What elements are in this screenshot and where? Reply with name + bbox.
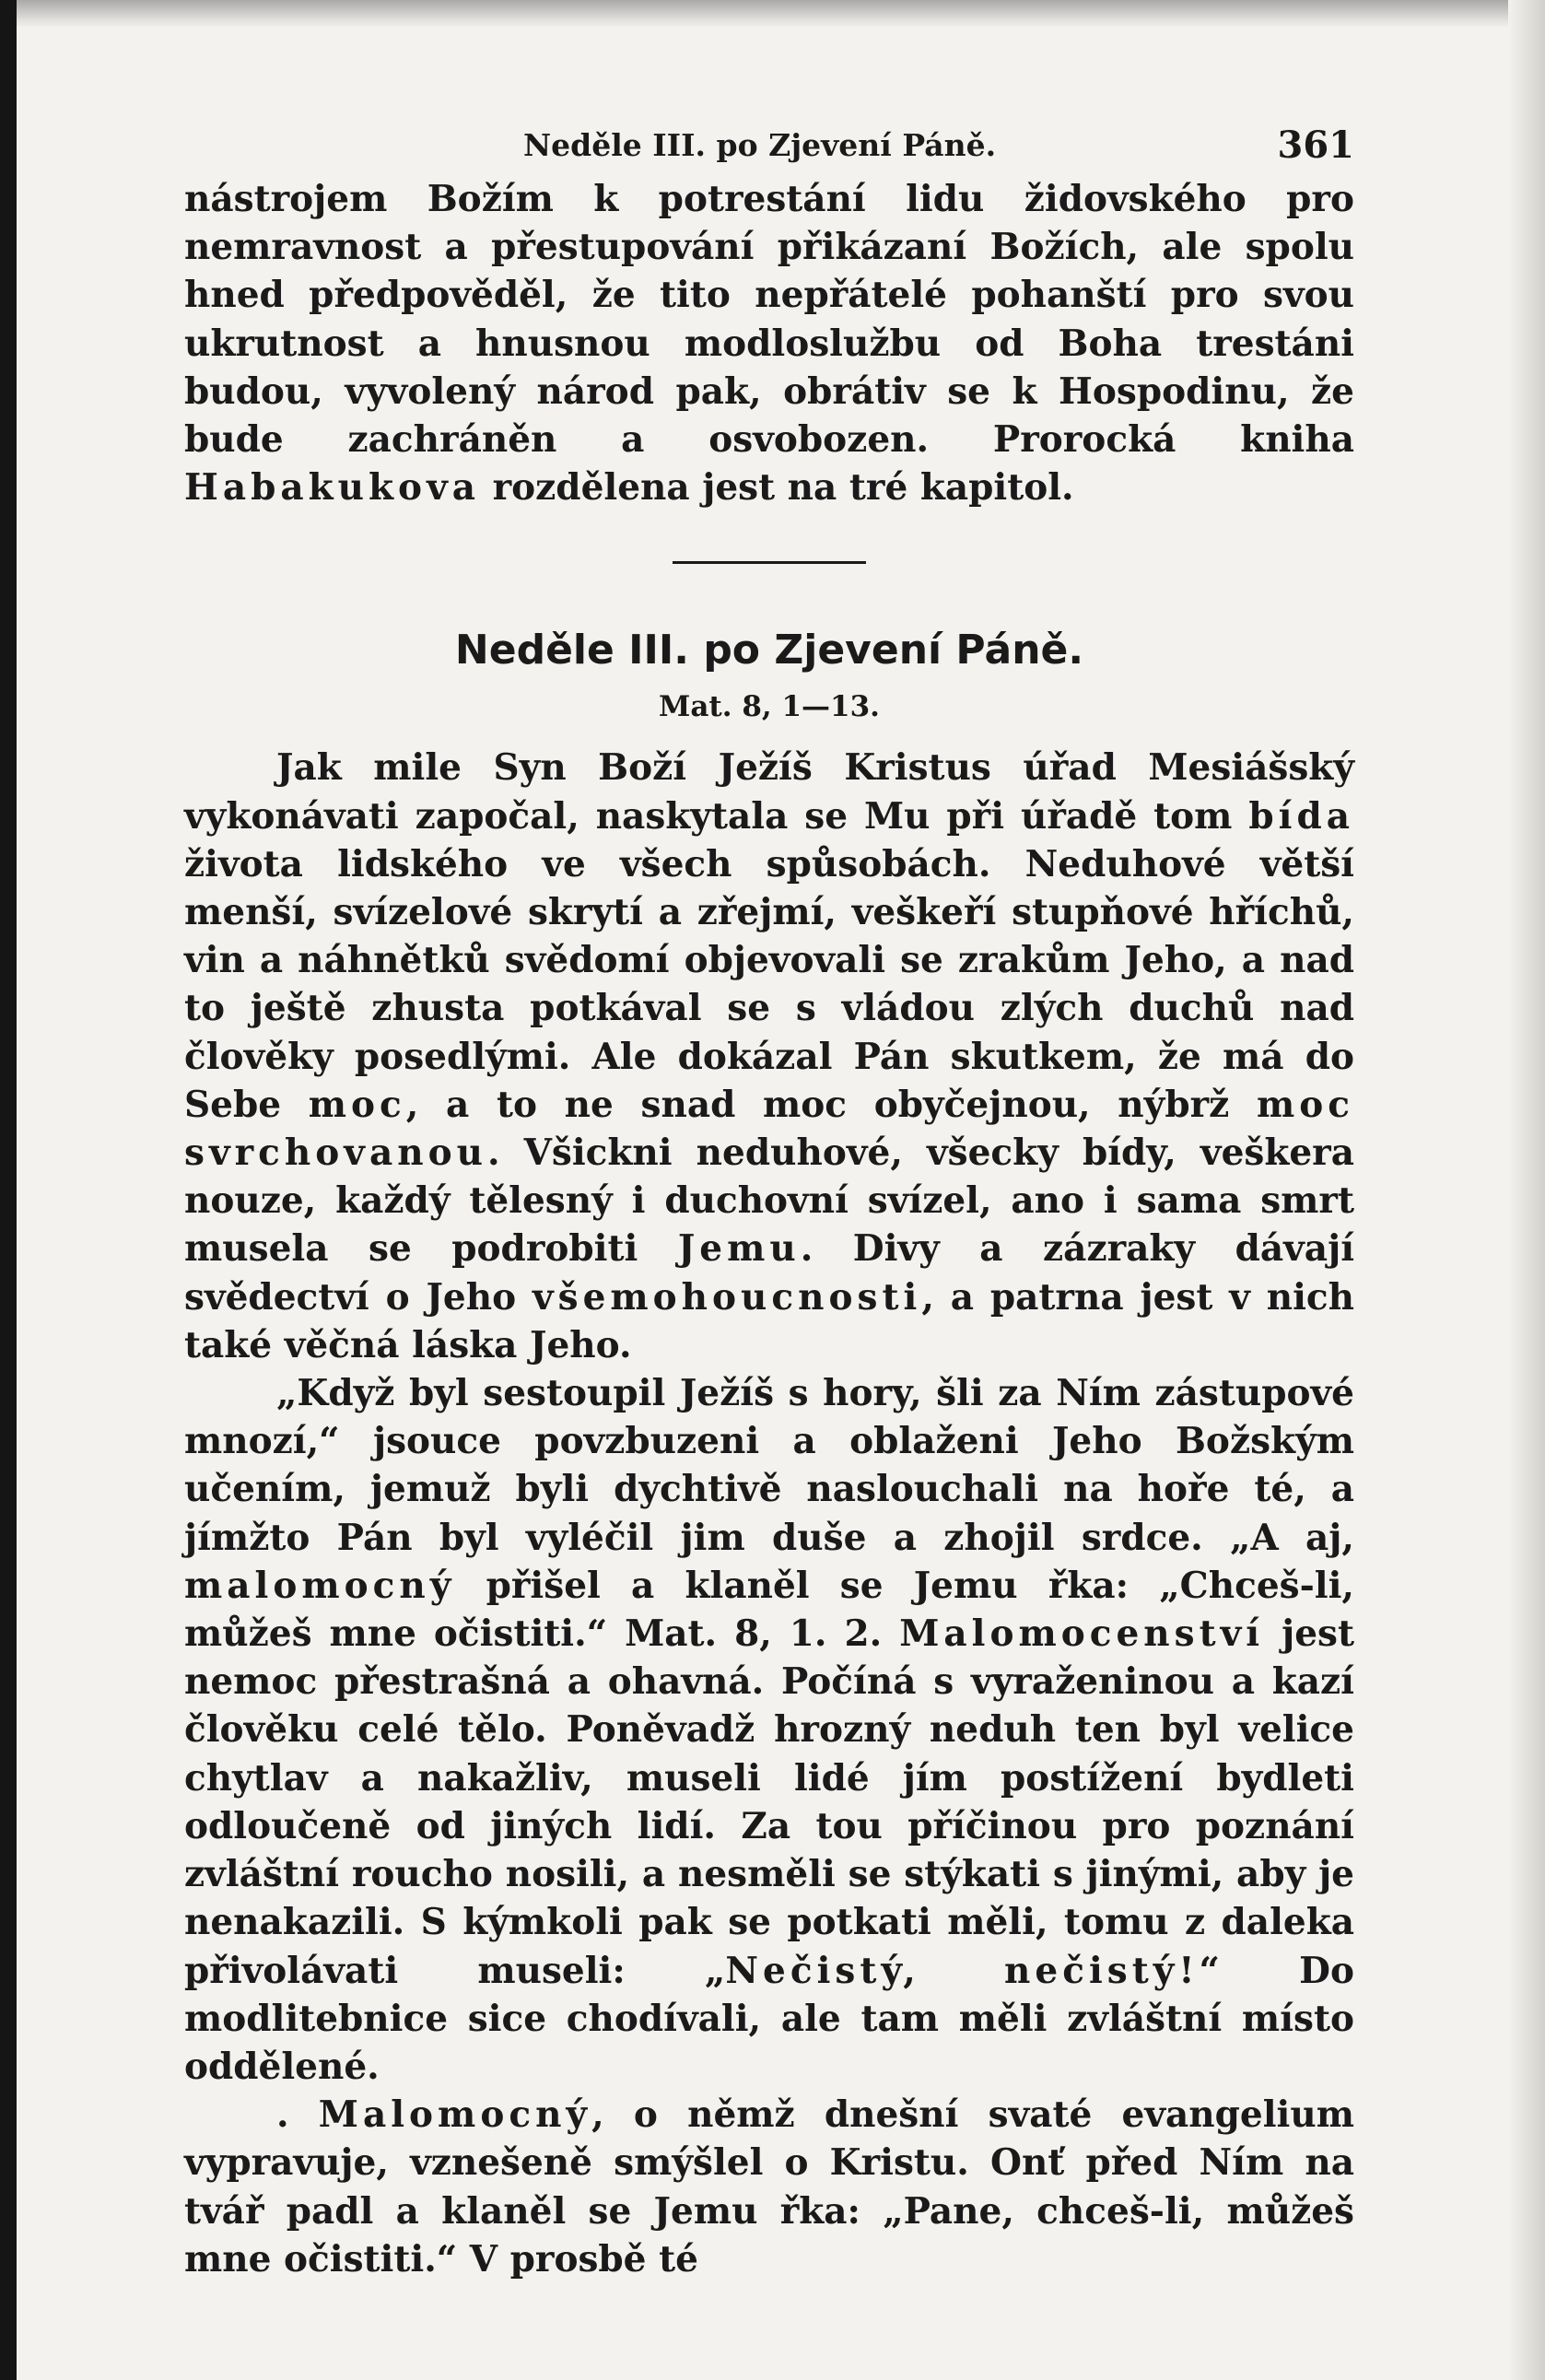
text-run: . Všickni neduhové, všecky bídy, veškera nouze, každý tělesný i duchovní svízel, ano i sama smrt musela se podrobiti (184, 1131, 1354, 1271)
text-run: života lidského ve všech spůsobách. Neduhové větší menší, svízelové skrytí a zřejmí, veškeří stupňové hříchů, vin a náhnětků svědomí objevovali se zrakům Jeho, a nad to ještě zhusta potkával se s vládou zlých duchů nad člověky posedlými. Ale dokázal Pán skutkem, že má do Sebe (184, 842, 1354, 1126)
sermon-text (184, 744, 1354, 2283)
text-run: , a patrna jest v nich také věčná láska Jeho. (184, 1275, 1354, 1366)
text-run: přišel a klaněl se Jemu řka: „Chceš-li, můžeš mne očistiti.“ Mat. 8, 1. 2. (184, 1564, 1354, 1656)
text-run: Jak mile Syn Boží Ježíš Kristus úřad Mesiášský vykonávati započal, naskytala se Mu při úřadě tom (184, 746, 1354, 838)
emphasis: všemohoucnosti (532, 1275, 922, 1319)
scan-edge-left (0, 0, 17, 2380)
paragraph-1 (184, 744, 1354, 1369)
intro-paragraph (184, 175, 1354, 511)
text-run: jest nemoc přestrašná a ohavná. Počíná s vyraženinou a kazí člověku celé tělo. Poněvadž hrozný neduh ten byl velice chytlav a nakažliv, museli lidé jím postížení bydleti odloučeně od jiných lidí. Za tou příčinou pro poznání zvláštní roucho nosili, a nesměli se stýkati s jinými, aby je nenakazili. S kýmkoli pak se potkati měli, tomu z daleka přivolávati museli: „ (184, 1612, 1354, 1992)
scan-edge-right (1508, 0, 1545, 2380)
emphasis: Malomocenství (899, 1612, 1265, 1656)
emphasis: malomocný (184, 1564, 456, 1607)
text-run: „Když byl sestoupil Ježíš s hory, šli za Ním zástupové mnozí,“ jsouce povzbuzeni a oblaženi Jeho Božským učením, jemuž byli dychtivě naslouchali na hoře té, a jímžto Pán byl vyléčil jim duše a zhojil srdce. „A aj, (184, 1372, 1354, 1559)
emphasis: moc (308, 1083, 406, 1126)
emphasis-habakukova: Habakukova (184, 466, 481, 510)
emphasis: moc svrchovanou (184, 1083, 1354, 1175)
book-page (184, 111, 1354, 2283)
emphasis: Nečistý, nečistý! (725, 1949, 1200, 1992)
running-title: Neděle III. po Zjevení Páně. (523, 127, 997, 163)
page-number: 361 (1277, 123, 1354, 167)
paragraph-2 (184, 1369, 1354, 2091)
scripture-reference: Mat. 8, 1—13. (659, 690, 880, 724)
section-title: Neděle III. po Zjevení Páně. (454, 627, 1084, 674)
text-run: , o němž dnešní svaté evangelium vypravuje, vznešeně smýšlel o Kristu. Onť před Ním na tvář padl a klaněl se Jemu řka: „Pane, chceš-li, můžeš mne očistiti.“ V prosbě té (184, 2093, 1354, 2280)
intro-text-part: rozdělena jest na tré kapitol. (480, 466, 1074, 510)
emphasis: Jemu (677, 1227, 801, 1271)
intro-text-part: nástrojem Božím k potrestání lidu židovského pro nemravnost a přestupování přikázaní Božích, ale spolu hned předpověděl, že tito nepřátelé pohanští pro svou ukrutnost a hnusnou modloslužbu od Boha trestáni budou, vyvolený národ pak, obrátiv se k Hospodinu, že bude zachráněn a osvobozen. Prorocká kniha (184, 178, 1354, 462)
text-run: . (276, 2093, 319, 2137)
running-head (184, 111, 1354, 175)
intro-text (184, 175, 1354, 511)
text-run: . Divy a zázraky dávají svědectví o Jeho (184, 1227, 1355, 1319)
text-run: “ Do modlitebnice sice chodívali, ale tam měli zvláštní místo oddělené. (184, 1949, 1354, 2088)
text-run: , a to ne snad moc obyčejnou, nýbrž (405, 1083, 1257, 1126)
section-divider (673, 561, 866, 564)
paragraph-3 (184, 2091, 1354, 2283)
scan-edge-top (0, 0, 1545, 28)
emphasis: Malomocný (318, 2093, 592, 2137)
emphasis: bída (1248, 794, 1354, 838)
